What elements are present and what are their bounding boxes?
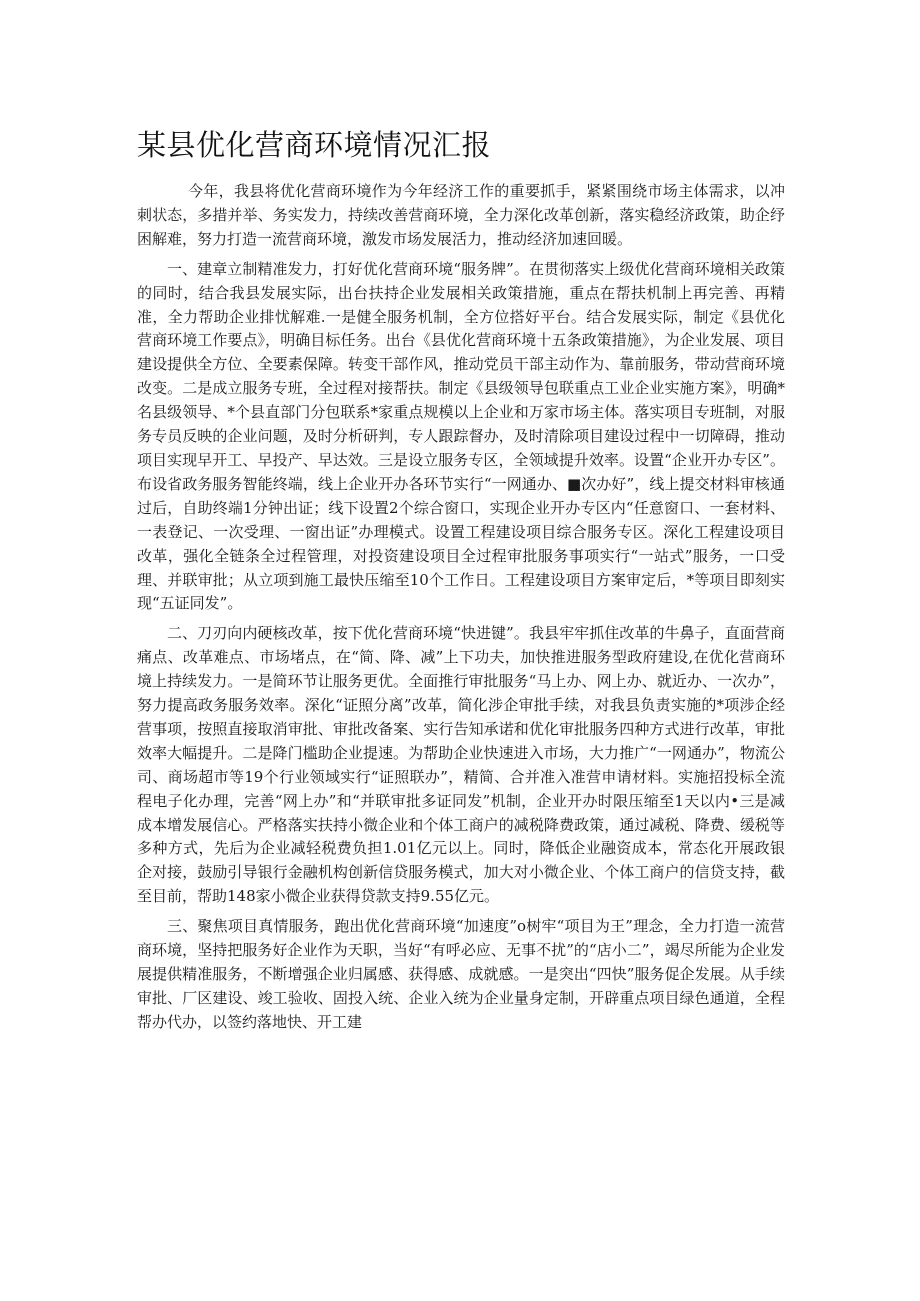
document-body bbox=[137, 180, 785, 1041]
section-three-paragraph: 三、聚焦项目真情服务，跑出优化营商环境“加速度”o树牢“项目为王”理念，全力打造一流营商环境，坚持把服务好企业作为天职，当好“有呼必应、无事不扰”的“店小二”，竭尽所能为企业发展提供精准服务，不断增强企业归属感、获得感、成就感。一是突出“四快”服务促企发展。从手续审批、厂区建设、竣工验收、固投入统、企业入统为企业量身定制，开辟重点项目绿色通道，全程帮办代办，以签约落地快、开工建 bbox=[137, 917, 785, 1031]
section-one-paragraph: 一、建章立制精准发力，打好优化营商环境“服务牌”。在贯彻落实上级优化营商环境相关政策的同时，结合我县发展实际，出台扶持企业发展相关政策措施，重点在帮扶机制上再完善、再精准，全力帮助企业排忧解难.一是健全服务机制，全方位搭好平台。结合发展实际，制定《县优化营商环境工作要点》，明确目标任务。出台《县优化营商环境十五条政策措施》，为企业发展、项目建设提供全方位、全要素保障。转变干部作风，推动党员干部主动作为、靠前服务，带动营商环境改变。二是成立服务专班，全过程对接帮扶。制定《县级领导包联重点工业企业实施方案》，明确*名县级领导、*个县直部门分包联系*家重点规模以上企业和万家市场主体。落实项目专班制，对服务专员反映的企业问题，及时分析研判，专人跟踪督办，及时清除项目建设过程中一切障碍，推动项目实现早开工、早投产、早达效。三是设立服务专区，全领域提升效率。设置“企业开办专区”。布设省政务服务智能终端，线上企业开办各环节实行“一网通办、■次办好”，线上提交材料审核通过后，自助终端1分钟出证；线下设置2个综合窗口，实现企业开办专区内“任意窗口、一套材料、一表登记、一次受理、一窗出证”办理模式。设置工程建设项目综合服务专区。深化工程建设项目改革，强化全链条全过程管理，对投资建设项目全过程审批服务事项实行“一站式”服务，一口受理、并联审批；从立项到施工最快压缩至10个工作日。工程建设项目方案审定后，*等项目即刻实现“五证同发”。 bbox=[137, 259, 785, 613]
intro-paragraph: 今年，我县将优化营商环境作为今年经济工作的重要抓手，紧紧围绕市场主体需求，以冲刺状态，多措并举、务实发力，持续改善营商环境，全力深化改革创新，落实稳经济政策，助企纾困解难，努力打造一流营商环境，激发市场发展活力，推动经济加速回暖。 bbox=[137, 182, 785, 248]
document-title: 某县优化营商环境情况汇报 bbox=[137, 128, 492, 162]
section-two-paragraph: 二、刀刃向内硬核改革，按下优化营商环境“快进键”。我县牢牢抓住改革的牛鼻子，直面营商痛点、改革难点、市场堵点，在“简、降、减”上下功夫，加快推进服务型政府建设,在优化营商环境上持续发力。一是简环节让服务更优。全面推行审批服务“马上办、网上办、就近办、一次办”，努力提高政务服务效率。深化“证照分离”改革，简化涉企审批手续，对我县负责实施的*项涉企经营事项，按照直接取消审批、审批改备案、实行告知承诺和优化审批服务四种方式进行改革，审批效率大幅提升。二是降门槛助企业提速。为帮助企业快速进入市场，大力推广“一网通办”，物流公司、商场超市等19个行业领域实行“证照联办”，精简、合并准入准营申请材料。实施招投标全流程电子化办理，完善“网上办”和“并联审批多证同发”机制，企业开办时限压缩至1天以内•三是减成本增发展信心。严格落实扶持小微企业和个体工商户的减税降费政策，通过减税、降费、缓税等多种方式，先后为企业减轻税费负担1.01亿元以上。同时，降低企业融资成本，常态化开展政银企对接，鼓励引导银行金融机构创新信贷服务模式，加大对小微企业、个体工商户的信贷支持，截至目前，帮助148家小微企业获得贷款支持9.55亿元。 bbox=[137, 624, 785, 906]
